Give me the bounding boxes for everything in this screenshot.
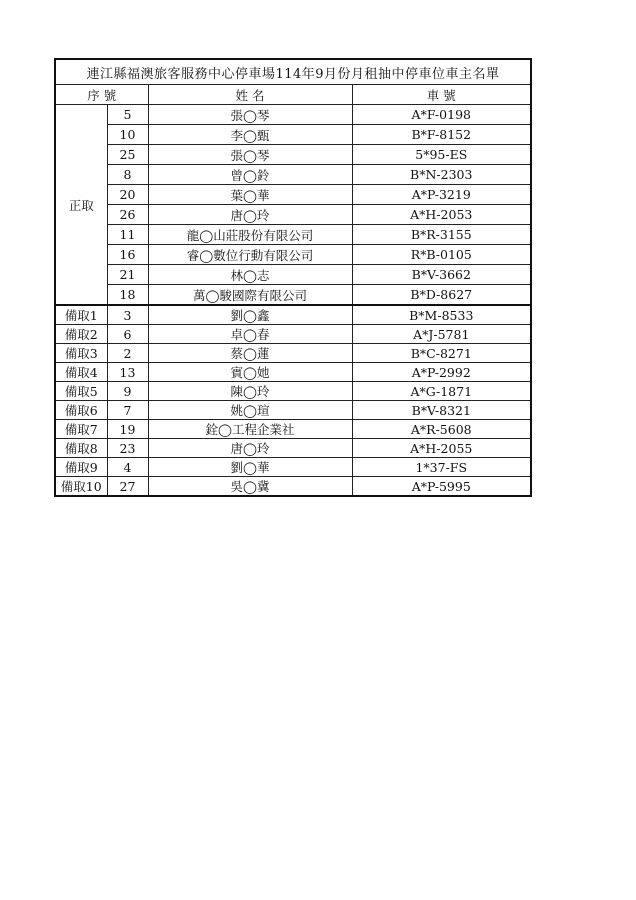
title-row bbox=[55, 59, 531, 85]
plate-number: A*P-2992 bbox=[352, 363, 531, 382]
owner-name: 張◯琴 bbox=[148, 105, 352, 125]
table-row bbox=[55, 225, 531, 245]
header-plate: 車 號 bbox=[352, 85, 531, 105]
waitlist-label: 備取2 bbox=[55, 325, 107, 344]
owner-name: 龍◯山莊股份有限公司 bbox=[148, 225, 352, 245]
row-number: 6 bbox=[107, 325, 148, 344]
waitlist-label: 備取3 bbox=[55, 344, 107, 363]
table-row bbox=[55, 165, 531, 185]
document-title: 連江縣福澳旅客服務中心停車場114年9月份月租抽中停車位車主名單 bbox=[55, 59, 531, 85]
owner-name: 唐◯玲 bbox=[148, 205, 352, 225]
plate-number: B*F-8152 bbox=[352, 125, 531, 145]
table-row bbox=[55, 125, 531, 145]
plate-number: A*F-0198 bbox=[352, 105, 531, 125]
owner-name: 林◯志 bbox=[148, 265, 352, 285]
roster-table bbox=[54, 58, 532, 497]
owner-name: 陳◯玲 bbox=[148, 382, 352, 401]
table-row bbox=[55, 420, 531, 439]
table-row bbox=[55, 285, 531, 306]
owner-name: 吳◯冀 bbox=[148, 477, 352, 497]
table-row bbox=[55, 439, 531, 458]
roster-sheet bbox=[54, 58, 530, 497]
owner-name: 劉◯鑫 bbox=[148, 305, 352, 325]
row-number: 11 bbox=[107, 225, 148, 245]
row-number: 13 bbox=[107, 363, 148, 382]
owner-name: 睿◯數位行動有限公司 bbox=[148, 245, 352, 265]
waitlist-label: 備取7 bbox=[55, 420, 107, 439]
row-number: 4 bbox=[107, 458, 148, 477]
plate-number: A*H-2055 bbox=[352, 439, 531, 458]
table-row bbox=[55, 382, 531, 401]
owner-name: 賓◯她 bbox=[148, 363, 352, 382]
plate-number: B*V-8321 bbox=[352, 401, 531, 420]
plate-number: B*D-8627 bbox=[352, 285, 531, 306]
waitlist-label: 備取9 bbox=[55, 458, 107, 477]
plate-number: A*P-3219 bbox=[352, 185, 531, 205]
table-row bbox=[55, 205, 531, 225]
row-number: 10 bbox=[107, 125, 148, 145]
row-number: 16 bbox=[107, 245, 148, 265]
row-number: 7 bbox=[107, 401, 148, 420]
owner-name: 葉◯華 bbox=[148, 185, 352, 205]
plate-number: 5*95-ES bbox=[352, 145, 531, 165]
table-row bbox=[55, 305, 531, 325]
row-number: 21 bbox=[107, 265, 148, 285]
main-group-label: 正取 bbox=[55, 105, 107, 306]
plate-number: B*C-8271 bbox=[352, 344, 531, 363]
waitlist-label: 備取6 bbox=[55, 401, 107, 420]
plate-number: B*M-8533 bbox=[352, 305, 531, 325]
waitlist-label: 備取4 bbox=[55, 363, 107, 382]
plate-number: A*J-5781 bbox=[352, 325, 531, 344]
owner-name: 李◯甄 bbox=[148, 125, 352, 145]
plate-number: A*P-5995 bbox=[352, 477, 531, 497]
table-row bbox=[55, 185, 531, 205]
table-row bbox=[55, 265, 531, 285]
plate-number: R*B-0105 bbox=[352, 245, 531, 265]
table-row bbox=[55, 245, 531, 265]
row-number: 19 bbox=[107, 420, 148, 439]
row-number: 27 bbox=[107, 477, 148, 497]
plate-number: B*V-3662 bbox=[352, 265, 531, 285]
table-row bbox=[55, 477, 531, 497]
owner-name: 劉◯華 bbox=[148, 458, 352, 477]
owner-name: 銓◯工程企業社 bbox=[148, 420, 352, 439]
row-number: 8 bbox=[107, 165, 148, 185]
row-number: 2 bbox=[107, 344, 148, 363]
header-name: 姓 名 bbox=[148, 85, 352, 105]
row-number: 23 bbox=[107, 439, 148, 458]
waitlist-label: 備取1 bbox=[55, 305, 107, 325]
plate-number: 1*37-FS bbox=[352, 458, 531, 477]
plate-number: A*G-1871 bbox=[352, 382, 531, 401]
row-number: 5 bbox=[107, 105, 148, 125]
header-seq: 序 號 bbox=[55, 85, 148, 105]
table-row bbox=[55, 145, 531, 165]
table-row bbox=[55, 363, 531, 382]
table-row bbox=[55, 105, 531, 125]
plate-number: A*H-2053 bbox=[352, 205, 531, 225]
row-number: 25 bbox=[107, 145, 148, 165]
owner-name: 張◯琴 bbox=[148, 145, 352, 165]
waitlist-label: 備取8 bbox=[55, 439, 107, 458]
owner-name: 蔡◯蓮 bbox=[148, 344, 352, 363]
table-row bbox=[55, 458, 531, 477]
waitlist-label: 備取10 bbox=[55, 477, 107, 497]
table-row bbox=[55, 325, 531, 344]
row-number: 3 bbox=[107, 305, 148, 325]
table-row bbox=[55, 344, 531, 363]
owner-name: 曾◯鈴 bbox=[148, 165, 352, 185]
row-number: 26 bbox=[107, 205, 148, 225]
waitlist-label: 備取5 bbox=[55, 382, 107, 401]
owner-name: 萬◯駿國際有限公司 bbox=[148, 285, 352, 306]
owner-name: 唐◯玲 bbox=[148, 439, 352, 458]
owner-name: 卓◯春 bbox=[148, 325, 352, 344]
plate-number: B*N-2303 bbox=[352, 165, 531, 185]
table-row bbox=[55, 401, 531, 420]
header-row bbox=[55, 85, 531, 105]
row-number: 18 bbox=[107, 285, 148, 306]
row-number: 9 bbox=[107, 382, 148, 401]
row-number: 20 bbox=[107, 185, 148, 205]
plate-number: B*R-3155 bbox=[352, 225, 531, 245]
plate-number: A*R-5608 bbox=[352, 420, 531, 439]
owner-name: 姚◯瑄 bbox=[148, 401, 352, 420]
